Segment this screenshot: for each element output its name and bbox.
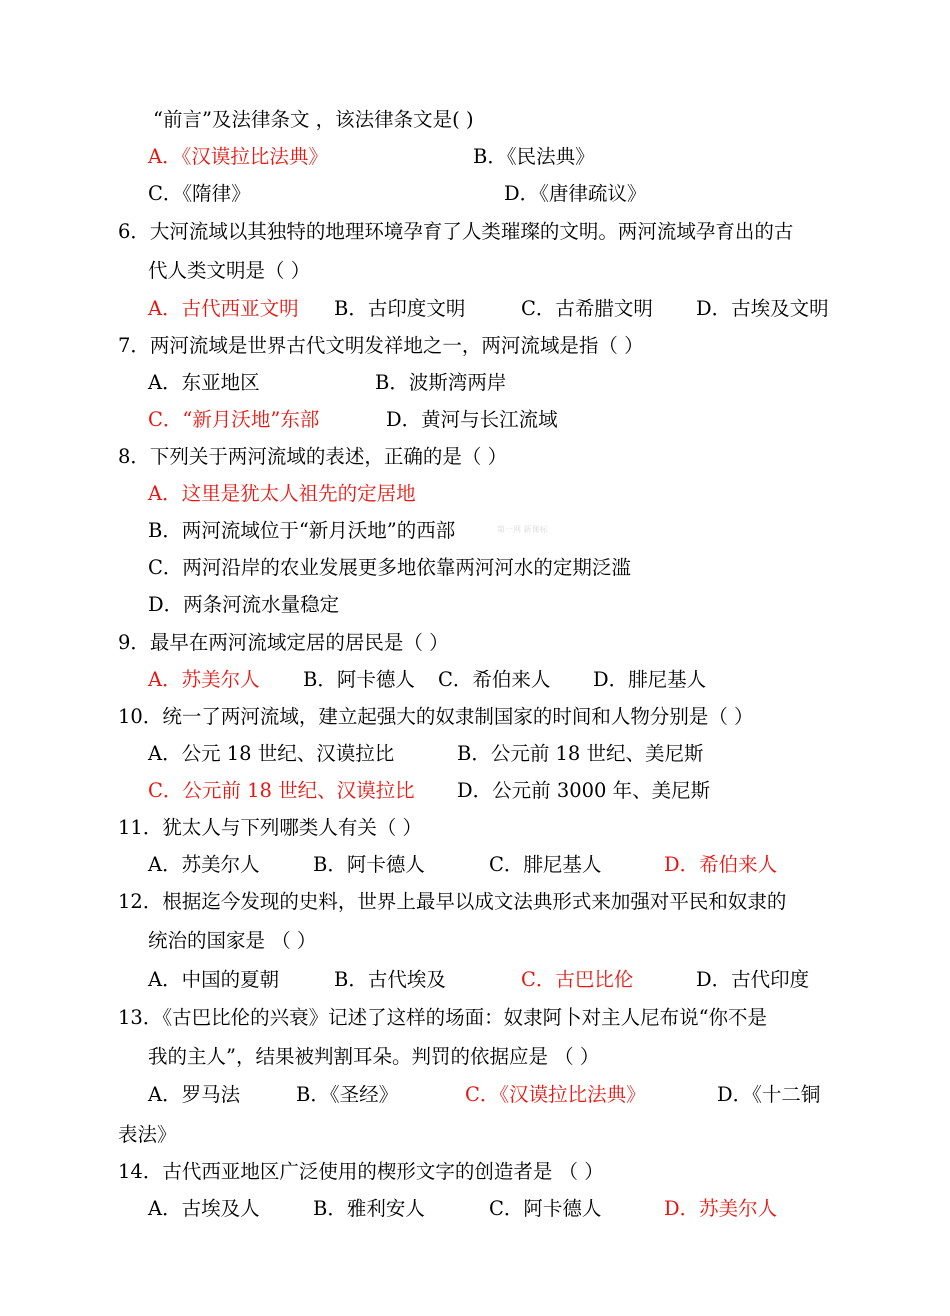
q8-option-d: D．两条河流水量稳定 <box>148 593 340 616</box>
q12-option-d: D．古代印度 <box>696 968 810 991</box>
q11-option-b: B．阿卡德人 <box>313 853 425 876</box>
q10-option-a: A．公元 18 世纪、汉谟拉比 <box>148 742 395 765</box>
q10-option-b: B．公元前 18 世纪、美尼斯 <box>457 742 704 765</box>
q14-option-b: B．雅利安人 <box>313 1197 425 1220</box>
q5-option-a: A．《汉谟拉比法典》 <box>148 145 328 168</box>
q5-option-b: B．《民法典》 <box>473 145 595 168</box>
watermark: 第一网 新课标 <box>497 525 548 534</box>
q12-option-a: A．中国的夏朝 <box>148 968 280 991</box>
q8-option-b: B．两河流域位于“新月沃地”的西部 <box>148 519 456 542</box>
q6-option-d: D．古埃及文明 <box>696 297 829 320</box>
q13-option-d-wrap: 表法》 <box>118 1123 177 1146</box>
q11-option-d: D．希伯来人 <box>664 853 778 876</box>
q10-option-c: C．公元前 18 世纪、汉谟拉比 <box>148 779 415 802</box>
q12-option-b: B．古代埃及 <box>334 968 446 991</box>
q7-stem-text: 7．两河流域是世界古代文明发祥地之一，两河流域是指（ ） <box>118 334 644 357</box>
q11-option-a: A．苏美尔人 <box>148 853 260 876</box>
q7-option-b: B．波斯湾两岸 <box>375 371 507 394</box>
q7-option-d: D．黄河与长江流域 <box>386 408 558 431</box>
q13-option-a: A．罗马法 <box>148 1083 241 1106</box>
q12-option-c: C．古巴比伦 <box>521 968 634 991</box>
q9-option-b: B．阿卡德人 <box>303 668 415 691</box>
q14-stem-text: 14．古代西亚地区广泛使用的楔形文字的创造者是 （ ） <box>118 1160 604 1183</box>
q13-stem-line2: 我的主人”，结果被判割耳朵。判罚的依据应是 （ ） <box>148 1045 600 1068</box>
q7-option-c: C．“新月沃地”东部 <box>148 408 320 431</box>
q9-option-a: A．苏美尔人 <box>148 668 260 691</box>
q13-option-b: B．《圣经》 <box>296 1083 399 1106</box>
q13-option-c: C．《汉谟拉比法典》 <box>465 1083 646 1106</box>
q10-option-d: D．公元前 3000 年、美尼斯 <box>457 779 711 802</box>
q9-option-c: C．希伯来人 <box>438 668 551 691</box>
q8-option-c: C．两河沿岸的农业发展更多地依靠两河河水的定期泛滥 <box>148 556 631 579</box>
q10-stem-text: 10．统一了两河流域，建立起强大的奴隶制国家的时间和人物分别是（ ） <box>118 705 754 728</box>
q14-option-c: C．阿卡德人 <box>489 1197 602 1220</box>
q5-option-c: C．《隋律》 <box>148 182 251 205</box>
q11-option-c: C．腓尼基人 <box>489 853 602 876</box>
q6-stem-line2: 代人类文明是（ ） <box>148 259 311 282</box>
q12-stem-line1: 12．根据迄今发现的史料，世界上最早以成文法典形式来加强对平民和奴隶的 <box>118 890 787 913</box>
q14-option-a: A．古埃及人 <box>148 1197 260 1220</box>
q12-stem-line2: 统治的国家是 （ ） <box>148 929 317 952</box>
q5-stem-text: “前言”及法律条文 ，该法律条文是( ) <box>153 108 474 131</box>
q8-stem-text: 8．下列关于两河流域的表述，正确的是（ ） <box>118 445 508 468</box>
q6-stem-line1: 6．大河流域以其独特的地理环境孕育了人类璀璨的文明。两河流域孕育出的古 <box>118 220 794 243</box>
q6-option-c: C．古希腊文明 <box>521 297 653 320</box>
q6-option-b: B．古印度文明 <box>334 297 466 320</box>
q7-option-a: A．东亚地区 <box>148 371 260 394</box>
q13-stem-line1: 13．《古巴比伦的兴衰》记述了这样的场面：奴隶阿卜对主人尼布说“你不是 <box>118 1006 768 1029</box>
q13-option-d: D．《十二铜 <box>717 1083 821 1106</box>
q11-stem-text: 11．犹太人与下列哪类人有关（ ） <box>118 816 423 839</box>
q9-option-d: D．腓尼基人 <box>593 668 707 691</box>
q9-stem-text: 9．最早在两河流域定居的居民是（ ） <box>118 631 449 654</box>
q6-option-a: A．古代西亚文明 <box>148 297 299 320</box>
q5-option-d: D．《唐律疏议》 <box>504 182 647 205</box>
q8-option-a: A．这里是犹太人祖先的定居地 <box>148 482 416 505</box>
q14-option-d: D．苏美尔人 <box>664 1197 778 1220</box>
